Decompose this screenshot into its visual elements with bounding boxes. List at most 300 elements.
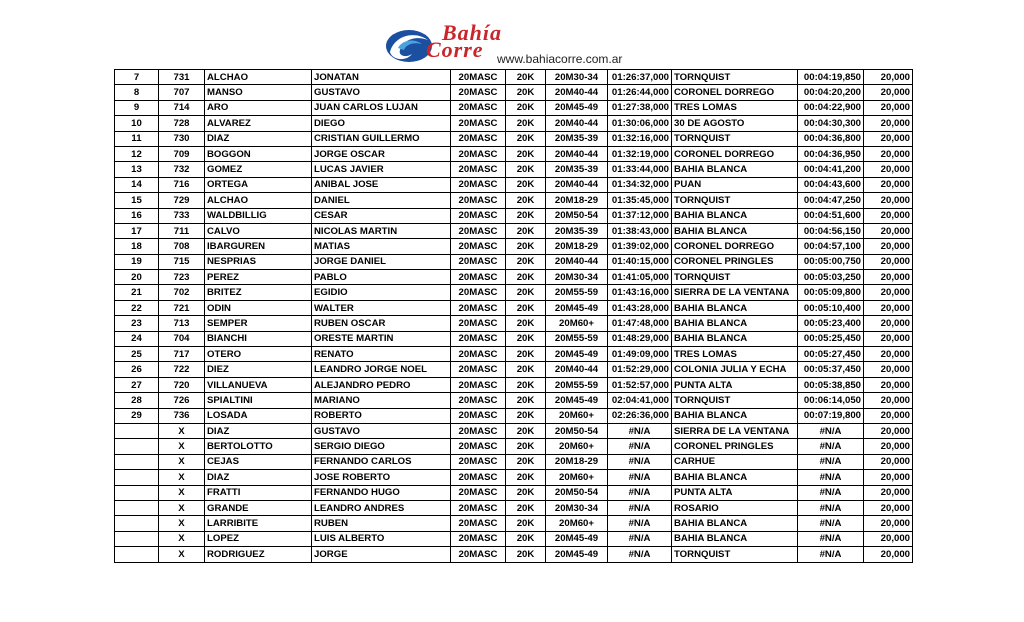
cell-pace: 00:04:56,150	[798, 223, 864, 238]
cell-position	[115, 470, 159, 485]
cell-distance: 20K	[506, 377, 546, 392]
cell-surname: DIAZ	[205, 423, 312, 438]
table-row	[115, 547, 913, 562]
cell-pace: 00:05:09,800	[798, 285, 864, 300]
cell-category: 20MASC	[451, 131, 506, 146]
cell-distance: 20K	[506, 285, 546, 300]
cell-surname: ALVAREZ	[205, 116, 312, 131]
table-row	[115, 270, 913, 285]
cell-first-name: JORGE DANIEL	[312, 254, 451, 269]
cell-pace: #N/A	[798, 423, 864, 438]
cell-bib-number: 723	[159, 270, 205, 285]
cell-distance: 20K	[506, 516, 546, 531]
cell-time: 01:32:16,000	[608, 131, 672, 146]
cell-city: ROSARIO	[672, 500, 798, 515]
cell-time: #N/A	[608, 485, 672, 500]
cell-time: 01:38:43,000	[608, 223, 672, 238]
cell-bib-number: 708	[159, 239, 205, 254]
table-row	[115, 116, 913, 131]
cell-distance: 20K	[506, 131, 546, 146]
cell-surname: RODRIGUEZ	[205, 547, 312, 562]
cell-position: 29	[115, 408, 159, 423]
cell-distance: 20K	[506, 347, 546, 362]
cell-distance: 20K	[506, 208, 546, 223]
cell-age-group: 20M35-39	[546, 131, 608, 146]
cell-city: PUNTA ALTA	[672, 485, 798, 500]
cell-km: 20,000	[864, 362, 913, 377]
cell-pace: #N/A	[798, 470, 864, 485]
cell-first-name: SERGIO DIEGO	[312, 439, 451, 454]
cell-position: 24	[115, 331, 159, 346]
table-row	[115, 131, 913, 146]
cell-surname: SPIALTINI	[205, 393, 312, 408]
table-row	[115, 285, 913, 300]
cell-first-name: WALTER	[312, 300, 451, 315]
site-url: www.bahiacorre.com.ar	[497, 52, 623, 66]
cell-pace: #N/A	[798, 500, 864, 515]
cell-city: SIERRA DE LA VENTANA	[672, 423, 798, 438]
cell-position: 23	[115, 316, 159, 331]
cell-distance: 20K	[506, 470, 546, 485]
cell-bib-number: 731	[159, 70, 205, 85]
cell-category: 20MASC	[451, 239, 506, 254]
cell-surname: CALVO	[205, 223, 312, 238]
cell-bib-number: X	[159, 485, 205, 500]
cell-first-name: CESAR	[312, 208, 451, 223]
cell-km: 20,000	[864, 516, 913, 531]
cell-distance: 20K	[506, 331, 546, 346]
cell-age-group: 20M30-34	[546, 70, 608, 85]
cell-distance: 20K	[506, 423, 546, 438]
cell-city: TORNQUIST	[672, 547, 798, 562]
cell-bib-number: 722	[159, 362, 205, 377]
cell-position: 28	[115, 393, 159, 408]
cell-city: CORONEL PRINGLES	[672, 439, 798, 454]
results-table-body	[115, 70, 913, 563]
cell-surname: CEJAS	[205, 454, 312, 469]
cell-pace: 00:04:57,100	[798, 239, 864, 254]
cell-surname: GRANDE	[205, 500, 312, 515]
cell-age-group: 20M40-44	[546, 362, 608, 377]
cell-bib-number: 736	[159, 408, 205, 423]
cell-km: 20,000	[864, 239, 913, 254]
cell-km: 20,000	[864, 223, 913, 238]
table-row	[115, 254, 913, 269]
cell-bib-number: 733	[159, 208, 205, 223]
cell-category: 20MASC	[451, 270, 506, 285]
cell-distance: 20K	[506, 300, 546, 315]
cell-km: 20,000	[864, 316, 913, 331]
cell-age-group: 20M45-49	[546, 531, 608, 546]
cell-distance: 20K	[506, 485, 546, 500]
cell-pace: 00:04:47,250	[798, 193, 864, 208]
cell-pace: 00:05:00,750	[798, 254, 864, 269]
table-row	[115, 500, 913, 515]
cell-age-group: 20M40-44	[546, 85, 608, 100]
cell-km: 20,000	[864, 470, 913, 485]
cell-category: 20MASC	[451, 208, 506, 223]
cell-km: 20,000	[864, 331, 913, 346]
table-row	[115, 177, 913, 192]
cell-time: 01:32:19,000	[608, 146, 672, 161]
cell-first-name: ANIBAL JOSE	[312, 177, 451, 192]
cell-first-name: JONATAN	[312, 70, 451, 85]
cell-position: 17	[115, 223, 159, 238]
logo-word-corre: Corre	[426, 37, 484, 62]
cell-category: 20MASC	[451, 500, 506, 515]
cell-position: 22	[115, 300, 159, 315]
cell-age-group: 20M50-54	[546, 423, 608, 438]
cell-km: 20,000	[864, 100, 913, 115]
cell-first-name: JORGE	[312, 547, 451, 562]
cell-bib-number: X	[159, 439, 205, 454]
cell-bib-number: X	[159, 531, 205, 546]
cell-pace: #N/A	[798, 485, 864, 500]
table-row	[115, 531, 913, 546]
cell-time: 01:27:38,000	[608, 100, 672, 115]
cell-first-name: ROBERTO	[312, 408, 451, 423]
cell-km: 20,000	[864, 377, 913, 392]
cell-distance: 20K	[506, 547, 546, 562]
cell-km: 20,000	[864, 423, 913, 438]
cell-pace: 00:04:43,600	[798, 177, 864, 192]
cell-km: 20,000	[864, 408, 913, 423]
cell-first-name: FERNANDO HUGO	[312, 485, 451, 500]
cell-city: CORONEL DORREGO	[672, 85, 798, 100]
cell-age-group: 20M50-54	[546, 208, 608, 223]
cell-age-group: 20M45-49	[546, 300, 608, 315]
cell-bib-number: X	[159, 470, 205, 485]
cell-bib-number: 730	[159, 131, 205, 146]
cell-city: TORNQUIST	[672, 393, 798, 408]
cell-bib-number: X	[159, 547, 205, 562]
table-row	[115, 393, 913, 408]
cell-position: 13	[115, 162, 159, 177]
cell-km: 20,000	[864, 208, 913, 223]
cell-distance: 20K	[506, 454, 546, 469]
cell-time: 01:34:32,000	[608, 177, 672, 192]
cell-first-name: RENATO	[312, 347, 451, 362]
cell-pace: #N/A	[798, 547, 864, 562]
cell-time: #N/A	[608, 547, 672, 562]
cell-surname: LARRIBITE	[205, 516, 312, 531]
cell-age-group: 20M45-49	[546, 547, 608, 562]
cell-age-group: 20M60+	[546, 316, 608, 331]
cell-distance: 20K	[506, 239, 546, 254]
cell-bib-number: 720	[159, 377, 205, 392]
cell-bib-number: X	[159, 516, 205, 531]
cell-bib-number: X	[159, 454, 205, 469]
cell-category: 20MASC	[451, 116, 506, 131]
table-row	[115, 377, 913, 392]
cell-city: CORONEL DORREGO	[672, 239, 798, 254]
cell-time: #N/A	[608, 439, 672, 454]
cell-age-group: 20M18-29	[546, 193, 608, 208]
cell-surname: LOPEZ	[205, 531, 312, 546]
cell-position	[115, 485, 159, 500]
cell-category: 20MASC	[451, 531, 506, 546]
cell-position: 21	[115, 285, 159, 300]
table-row	[115, 239, 913, 254]
cell-distance: 20K	[506, 193, 546, 208]
cell-category: 20MASC	[451, 254, 506, 269]
cell-position: 25	[115, 347, 159, 362]
cell-category: 20MASC	[451, 408, 506, 423]
cell-position: 11	[115, 131, 159, 146]
cell-km: 20,000	[864, 131, 913, 146]
cell-category: 20MASC	[451, 162, 506, 177]
cell-km: 20,000	[864, 531, 913, 546]
cell-city: TORNQUIST	[672, 131, 798, 146]
cell-position: 7	[115, 70, 159, 85]
cell-city: TRES LOMAS	[672, 347, 798, 362]
cell-pace: 00:05:03,250	[798, 270, 864, 285]
cell-time: 01:52:57,000	[608, 377, 672, 392]
cell-pace: #N/A	[798, 531, 864, 546]
cell-time: 01:39:02,000	[608, 239, 672, 254]
cell-first-name: RUBEN	[312, 516, 451, 531]
cell-first-name: GUSTAVO	[312, 423, 451, 438]
cell-distance: 20K	[506, 531, 546, 546]
cell-pace: #N/A	[798, 516, 864, 531]
cell-first-name: DANIEL	[312, 193, 451, 208]
cell-age-group: 20M40-44	[546, 254, 608, 269]
cell-time: 01:40:15,000	[608, 254, 672, 269]
cell-surname: FRATTI	[205, 485, 312, 500]
cell-age-group: 20M45-49	[546, 347, 608, 362]
table-row	[115, 331, 913, 346]
cell-distance: 20K	[506, 316, 546, 331]
table-row	[115, 100, 913, 115]
cell-km: 20,000	[864, 116, 913, 131]
cell-surname: MANSO	[205, 85, 312, 100]
cell-distance: 20K	[506, 223, 546, 238]
cell-bib-number: X	[159, 500, 205, 515]
cell-city: BAHIA BLANCA	[672, 470, 798, 485]
cell-km: 20,000	[864, 146, 913, 161]
cell-city: BAHIA BLANCA	[672, 162, 798, 177]
table-row	[115, 470, 913, 485]
table-row	[115, 423, 913, 438]
cell-km: 20,000	[864, 70, 913, 85]
cell-km: 20,000	[864, 193, 913, 208]
cell-category: 20MASC	[451, 331, 506, 346]
cell-surname: BRITEZ	[205, 285, 312, 300]
cell-bib-number: 707	[159, 85, 205, 100]
table-row	[115, 208, 913, 223]
cell-age-group: 20M18-29	[546, 454, 608, 469]
cell-position: 18	[115, 239, 159, 254]
cell-age-group: 20M35-39	[546, 162, 608, 177]
cell-age-group: 20M35-39	[546, 223, 608, 238]
cell-position	[115, 547, 159, 562]
cell-time: 01:33:44,000	[608, 162, 672, 177]
cell-age-group: 20M55-59	[546, 377, 608, 392]
cell-city: BAHIA BLANCA	[672, 408, 798, 423]
table-row	[115, 439, 913, 454]
cell-km: 20,000	[864, 485, 913, 500]
table-row	[115, 347, 913, 362]
cell-bib-number: 721	[159, 300, 205, 315]
cell-bib-number: 726	[159, 393, 205, 408]
cell-pace: #N/A	[798, 454, 864, 469]
cell-surname: GOMEZ	[205, 162, 312, 177]
cell-surname: BERTOLOTTO	[205, 439, 312, 454]
cell-distance: 20K	[506, 85, 546, 100]
cell-time: 01:43:28,000	[608, 300, 672, 315]
table-row	[115, 146, 913, 161]
cell-surname: ARO	[205, 100, 312, 115]
cell-distance: 20K	[506, 500, 546, 515]
cell-city: BAHIA BLANCA	[672, 531, 798, 546]
cell-distance: 20K	[506, 146, 546, 161]
cell-time: 01:35:45,000	[608, 193, 672, 208]
cell-age-group: 20M50-54	[546, 485, 608, 500]
cell-km: 20,000	[864, 347, 913, 362]
cell-time: 01:47:48,000	[608, 316, 672, 331]
cell-km: 20,000	[864, 285, 913, 300]
cell-first-name: GUSTAVO	[312, 85, 451, 100]
cell-category: 20MASC	[451, 193, 506, 208]
table-row	[115, 162, 913, 177]
cell-surname: DIAZ	[205, 131, 312, 146]
cell-time: #N/A	[608, 454, 672, 469]
table-row	[115, 223, 913, 238]
cell-position	[115, 454, 159, 469]
cell-pace: 00:05:25,450	[798, 331, 864, 346]
table-row	[115, 408, 913, 423]
cell-city: SIERRA DE LA VENTANA	[672, 285, 798, 300]
cell-first-name: LEANDRO ANDRES	[312, 500, 451, 515]
cell-km: 20,000	[864, 254, 913, 269]
cell-city: CORONEL DORREGO	[672, 146, 798, 161]
cell-time: 01:30:06,000	[608, 116, 672, 131]
cell-position: 27	[115, 377, 159, 392]
cell-first-name: EGIDIO	[312, 285, 451, 300]
cell-time: 01:52:29,000	[608, 362, 672, 377]
cell-first-name: ALEJANDRO PEDRO	[312, 377, 451, 392]
cell-bib-number: 716	[159, 177, 205, 192]
cell-distance: 20K	[506, 362, 546, 377]
cell-position: 20	[115, 270, 159, 285]
cell-distance: 20K	[506, 393, 546, 408]
cell-bib-number: 704	[159, 331, 205, 346]
cell-city: BAHIA BLANCA	[672, 331, 798, 346]
cell-km: 20,000	[864, 454, 913, 469]
cell-pace: 00:05:23,400	[798, 316, 864, 331]
cell-time: 01:48:29,000	[608, 331, 672, 346]
cell-time: #N/A	[608, 500, 672, 515]
cell-position: 15	[115, 193, 159, 208]
cell-first-name: NICOLAS MARTIN	[312, 223, 451, 238]
cell-distance: 20K	[506, 177, 546, 192]
cell-category: 20MASC	[451, 516, 506, 531]
cell-city: TORNQUIST	[672, 270, 798, 285]
table-row	[115, 485, 913, 500]
cell-first-name: CRISTIAN GUILLERMO	[312, 131, 451, 146]
table-row	[115, 454, 913, 469]
cell-time: 01:41:05,000	[608, 270, 672, 285]
cell-age-group: 20M30-34	[546, 500, 608, 515]
cell-age-group: 20M45-49	[546, 393, 608, 408]
cell-age-group: 20M60+	[546, 439, 608, 454]
cell-pace: 00:04:22,900	[798, 100, 864, 115]
cell-category: 20MASC	[451, 347, 506, 362]
logo-word-bahia: Bahía	[442, 20, 503, 45]
cell-surname: WALDBILLIG	[205, 208, 312, 223]
cell-time: 01:49:09,000	[608, 347, 672, 362]
cell-city: TORNQUIST	[672, 193, 798, 208]
cell-city: CORONEL PRINGLES	[672, 254, 798, 269]
cell-km: 20,000	[864, 177, 913, 192]
cell-pace: 00:04:20,200	[798, 85, 864, 100]
cell-bib-number: 729	[159, 193, 205, 208]
cell-distance: 20K	[506, 100, 546, 115]
cell-city: TRES LOMAS	[672, 100, 798, 115]
cell-km: 20,000	[864, 162, 913, 177]
cell-bib-number: 732	[159, 162, 205, 177]
cell-pace: 00:04:51,600	[798, 208, 864, 223]
cell-city: BAHIA BLANCA	[672, 516, 798, 531]
cell-surname: PEREZ	[205, 270, 312, 285]
cell-km: 20,000	[864, 500, 913, 515]
cell-km: 20,000	[864, 270, 913, 285]
cell-km: 20,000	[864, 300, 913, 315]
cell-category: 20MASC	[451, 362, 506, 377]
cell-time: #N/A	[608, 470, 672, 485]
cell-category: 20MASC	[451, 470, 506, 485]
cell-position: 16	[115, 208, 159, 223]
cell-time: #N/A	[608, 531, 672, 546]
cell-category: 20MASC	[451, 223, 506, 238]
cell-first-name: LEANDRO JORGE NOEL	[312, 362, 451, 377]
cell-pace: 00:04:30,300	[798, 116, 864, 131]
cell-surname: DIEZ	[205, 362, 312, 377]
cell-category: 20MASC	[451, 85, 506, 100]
cell-first-name: FERNANDO CARLOS	[312, 454, 451, 469]
cell-surname: NESPRIAS	[205, 254, 312, 269]
cell-category: 20MASC	[451, 393, 506, 408]
cell-first-name: JOSE ROBERTO	[312, 470, 451, 485]
cell-category: 20MASC	[451, 454, 506, 469]
cell-position	[115, 531, 159, 546]
cell-position	[115, 439, 159, 454]
cell-time: #N/A	[608, 516, 672, 531]
cell-surname: OTERO	[205, 347, 312, 362]
cell-pace: 00:07:19,800	[798, 408, 864, 423]
cell-age-group: 20M60+	[546, 408, 608, 423]
table-row	[115, 193, 913, 208]
cell-pace: 00:04:36,950	[798, 146, 864, 161]
cell-distance: 20K	[506, 439, 546, 454]
cell-age-group: 20M60+	[546, 516, 608, 531]
cell-pace: 00:05:38,850	[798, 377, 864, 392]
cell-bib-number: 717	[159, 347, 205, 362]
cell-category: 20MASC	[451, 423, 506, 438]
cell-surname: ODIN	[205, 300, 312, 315]
cell-age-group: 20M30-34	[546, 270, 608, 285]
cell-time: 02:26:36,000	[608, 408, 672, 423]
cell-km: 20,000	[864, 85, 913, 100]
cell-age-group: 20M40-44	[546, 116, 608, 131]
cell-city: PUNTA ALTA	[672, 377, 798, 392]
table-row	[115, 300, 913, 315]
cell-position	[115, 500, 159, 515]
cell-city: TORNQUIST	[672, 70, 798, 85]
cell-age-group: 20M55-59	[546, 285, 608, 300]
cell-position: 10	[115, 116, 159, 131]
cell-city: CARHUE	[672, 454, 798, 469]
